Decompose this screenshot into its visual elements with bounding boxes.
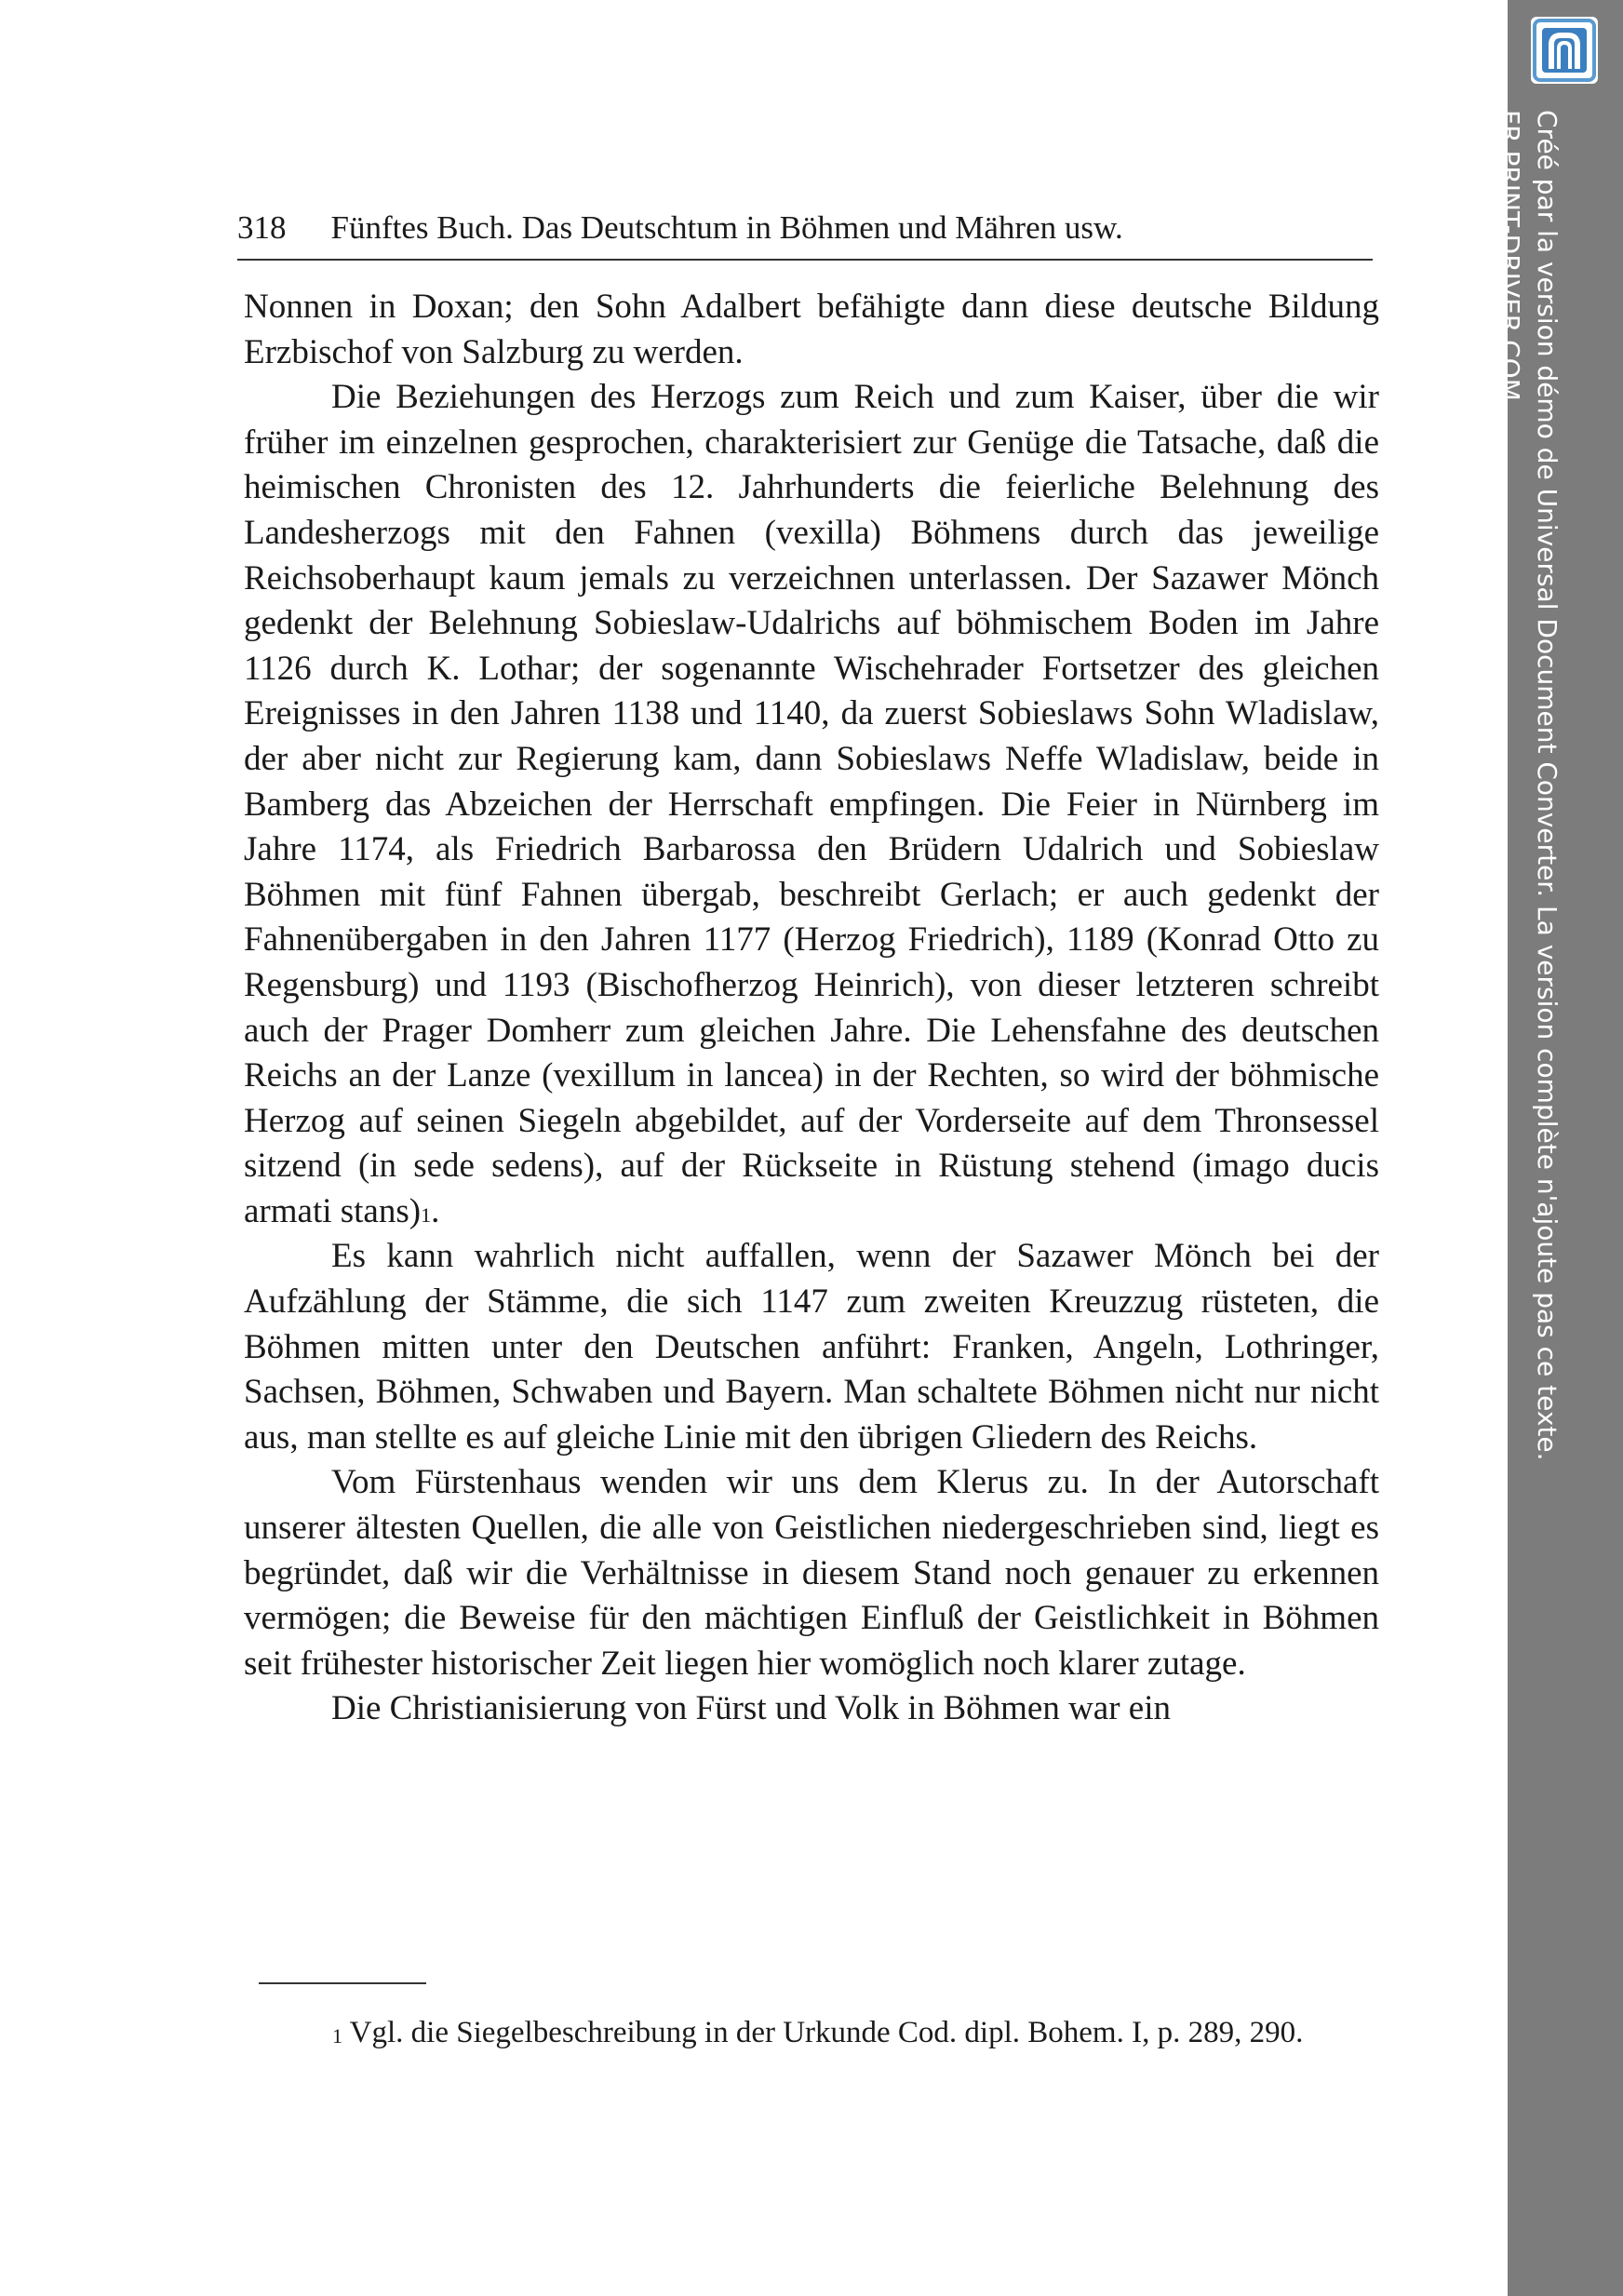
paragraph-4: Vom Fürstenhaus wenden wir uns dem Klerus zu. In der Autorschaft unserer ältesten Quellen, die alle von Geistlichen niedergeschrieben sind, liegt es begründet, daß wir die Verhältnisse in diesem Stand noch genauer zu erkennen vermögen; die Beweise für den mächtigen Einfluß der Geistlichkeit in Böhmen seit frühester historischer Zeit liegen hier womöglich noch klarer zutage. bbox=[244, 1463, 1379, 1683]
paragraph-2-end: . bbox=[431, 1191, 440, 1230]
paragraph-1: Nonnen in Doxan; den Sohn Adalbert befähigte dann diese deutsche Bildung Erzbischof von Salzburg zu werden. bbox=[244, 288, 1379, 371]
watermark-line-2: FR.PRINT-DRIVER.COM bbox=[1495, 110, 1525, 401]
footnote-text: Vgl. die Siegelbeschreibung in der Urkunde Cod. dipl. Bohem. I, p. 289, 290. bbox=[349, 2016, 1304, 2049]
footnote-marker: 1 bbox=[332, 2024, 342, 2048]
running-header bbox=[237, 203, 1373, 253]
body-text bbox=[244, 285, 1379, 1732]
footnote bbox=[256, 2010, 1382, 2055]
footnote-paragraph bbox=[256, 2010, 1382, 2055]
running-title: Fünftes Buch. Das Deutschtum in Böhmen und Mähren usw. bbox=[330, 209, 1123, 246]
watermark-line-1: Créé par la version démo de Universal Document Converter. La version complète n'ajoute pas ce texte. bbox=[1532, 110, 1563, 1461]
udc-logo-icon bbox=[1531, 17, 1598, 84]
page-number: 318 bbox=[237, 209, 287, 246]
footnote-rule bbox=[259, 1982, 426, 1984]
header-rule bbox=[237, 259, 1373, 261]
paragraph-2 bbox=[244, 375, 1379, 1234]
paragraph-5: Die Christianisierung von Fürst und Volk in Böhmen war ein bbox=[331, 1689, 1172, 1728]
paragraph-2-text: Die Beziehungen des Herzogs zum Reich und zum Kaiser, über die wir früher im einzelnen gesprochen, charakterisiert zur Genüge die Tatsache, daß die heimischen Chronisten des 12. Jahrhunderts die feierliche Belehnung des Landesherzogs mit den Fahnen (vexilla) Böhmens durch das jeweilige Reichsoberhaupt kaum jemals zu verzeichnen unterlassen. Der Sazawer Mönch gedenkt der Belehnung Sobieslaw-Udalrichs auf böhmischem Boden im Jahre 1126 durch K. Lothar; der sogenannte Wischehrader Fortsetzer des gleichen Ereignisses in den Jahren 1138 und 1140, da zuerst Sobieslaws Sohn Wladislaw, der aber nicht zur Regierung kam, dann Sobieslaws Neffe Wladislaw, beide in Bamberg das Abzeichen der Herrschaft empfingen. Die Feier in Nürnberg im Jahre 1174, als Friedrich Barbarossa den Brüdern Udalrich und Sobieslaw Böhmen mit fünf Fahnen übergab, beschreibt Gerlach; er auch gedenkt der Fahnenübergaben in den Jahren 1177 (Herzog Friedrich), 1189 (Konrad Otto zu Regensburg) und 1193 (Bischofherzog Heinrich), von dieser letzteren schreibt auch der Prager Domherr zum gleichen Jahre. Die Lehensfahne des deutschen Reichs an der Lanze (vexillum in lancea) in der Rechten, so wird der böhmische Herzog auf seinen Siegeln abgebildet, auf der Vorderseite auf dem Thronsessel sitzend (in sede sedens), auf der Rückseite in Rüstung stehend (imago ducis armati stans) bbox=[244, 378, 1379, 1230]
footnote-reference: 1 bbox=[421, 1202, 432, 1227]
paragraph-3: Es kann wahrlich nicht auffallen, wenn der Sazawer Mönch bei der Aufzählung der Stämme, die sich 1147 zum zweiten Kreuzzug rüsteten, die Böhmen mitten unter den Deutschen anführt: Franken, Angeln, Lothringer, Sachsen, Böhmen, Schwaben und Bayern. Man schaltete Böhmen nicht nur nicht aus, man stellte es auf gleiche Linie mit den übrigen Gliedern des Reichs. bbox=[244, 1237, 1379, 1457]
